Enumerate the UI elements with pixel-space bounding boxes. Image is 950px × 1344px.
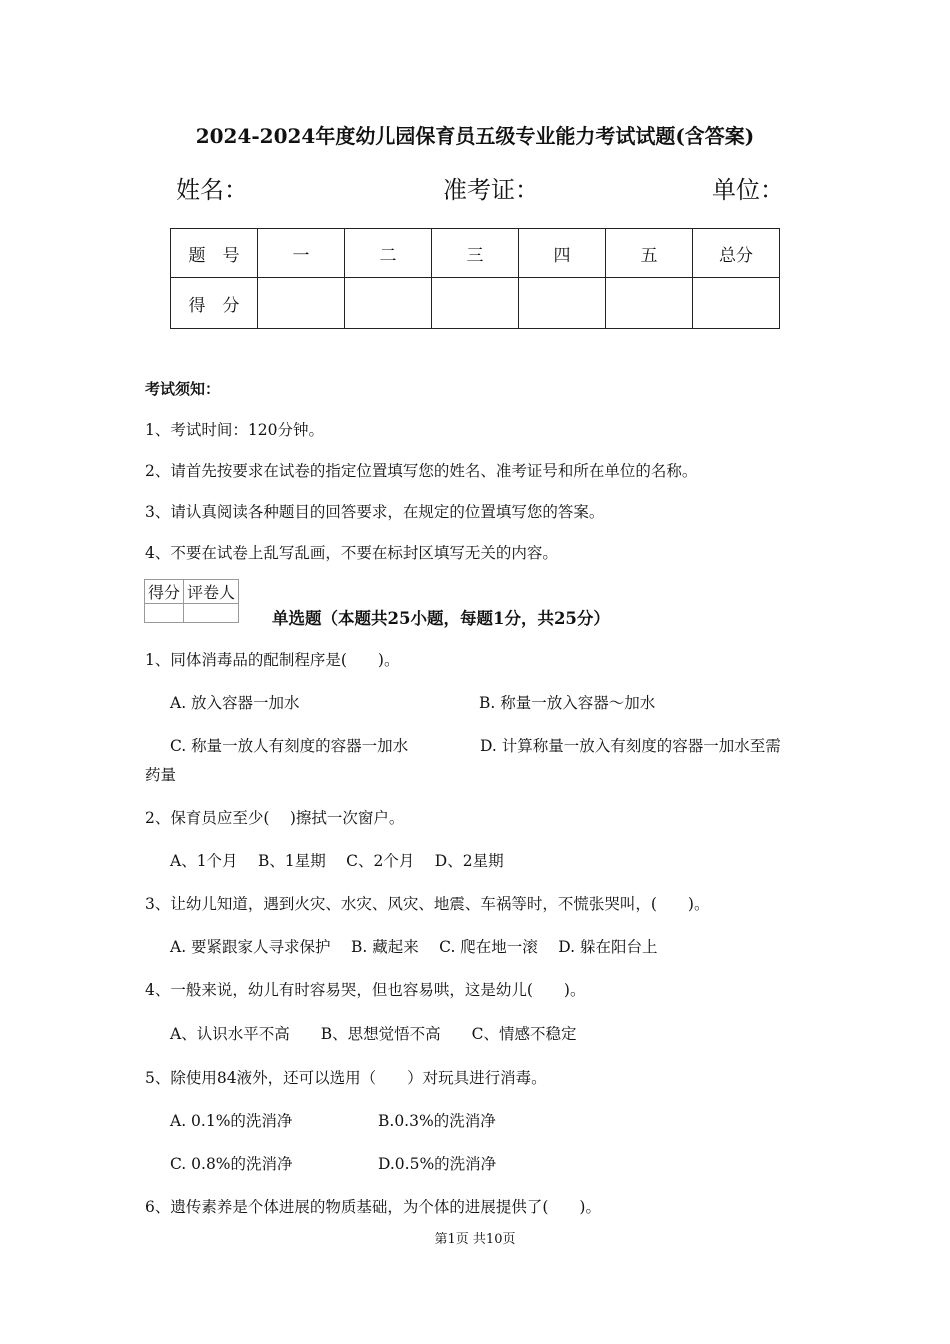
score-cell[interactable] [606,278,693,329]
score-table [170,228,780,329]
exam-id-label: 准考证： [443,176,539,204]
question-stem: 1、同体消毒品的配制程序是( )。 [145,651,400,669]
option-b: B. 称量一放入容器～加水 [479,694,656,712]
score-header-cell: 总分 [693,229,780,278]
question-options: A、认识水平不高 B、思想觉悟不高 C、情感不稳定 [170,1025,577,1043]
score-cell[interactable] [519,278,606,329]
score-header-cell: 一 [258,229,345,278]
score-header-cell: 三 [432,229,519,278]
score-header-cell: 四 [519,229,606,278]
question-stem: 4、一般来说，幼儿有时容易哭，但也容易哄，这是幼儿( )。 [145,981,586,999]
score-header-cell: 五 [606,229,693,278]
option-d: D.0.5%的洗消净 [378,1155,497,1173]
score-cell[interactable] [693,278,780,329]
score-table-score-row [171,278,780,329]
option-b: B.0.3%的洗消净 [378,1112,496,1130]
page-footer: 第1页 共10页 [434,1232,516,1247]
score-row-label: 得 分 [171,278,258,329]
option-a: A. 0.1%的洗消净 [170,1112,293,1130]
score-header-cell: 题 号 [171,229,258,278]
grader-reviewer-label: 评卷人 [184,580,239,604]
grader-score-label: 得分 [145,580,184,604]
notice-item: 1、考试时间：120分钟。 [145,421,324,439]
score-header-cell: 二 [345,229,432,278]
score-cell[interactable] [345,278,432,329]
question-stem: 5、除使用84液外，还可以选用（ ）对玩具进行消毒。 [145,1069,547,1087]
score-cell[interactable] [258,278,345,329]
grader-box [144,579,239,623]
option-d: D. 计算称量一放入有刻度的容器一加水至需 [480,737,781,755]
question-options: A、1个月 B、1星期 C、2个月 D、2星期 [170,852,504,870]
page-title: 2024-2024年度幼儿园保育员五级专业能力考试试题(含答案) [195,124,755,148]
name-label: 姓名： [176,176,248,204]
grader-reviewer-cell[interactable] [184,604,239,623]
notice-item: 2、请首先按要求在试卷的指定位置填写您的姓名、准考证号和所在单位的名称。 [145,462,698,480]
question-stem: 3、让幼儿知道，遇到火灾、水灾、风灾、地震、车祸等时，不慌张哭叫，( )。 [145,895,710,913]
notice-item: 3、请认真阅读各种题目的回答要求，在规定的位置填写您的答案。 [145,503,605,521]
option-c: C. 称量一放人有刻度的容器一加水 [170,737,409,755]
option-a: A. 放入容器一加水 [170,694,300,712]
question-stem: 6、遗传素养是个体进展的物质基础，为个体的进展提供了( )。 [145,1198,601,1216]
unit-label: 单位： [712,176,784,204]
option-d-continued: 药量 [145,766,177,784]
question-options: A. 要紧跟家人寻求保护 B. 藏起来 C. 爬在地一滚 D. 躲在阳台上 [170,938,658,956]
score-table-header-row [171,229,780,278]
question-stem: 2、保育员应至少( )擦拭一次窗户。 [145,809,405,827]
section-title: 单选题（本题共25小题，每题1分，共25分） [272,609,610,628]
option-c: C. 0.8%的洗消净 [170,1155,293,1173]
notice-item: 4、不要在试卷上乱写乱画，不要在标封区填写无关的内容。 [145,544,558,562]
notice-heading: 考试须知： [145,380,221,398]
score-cell[interactable] [432,278,519,329]
grader-score-cell[interactable] [145,604,184,623]
